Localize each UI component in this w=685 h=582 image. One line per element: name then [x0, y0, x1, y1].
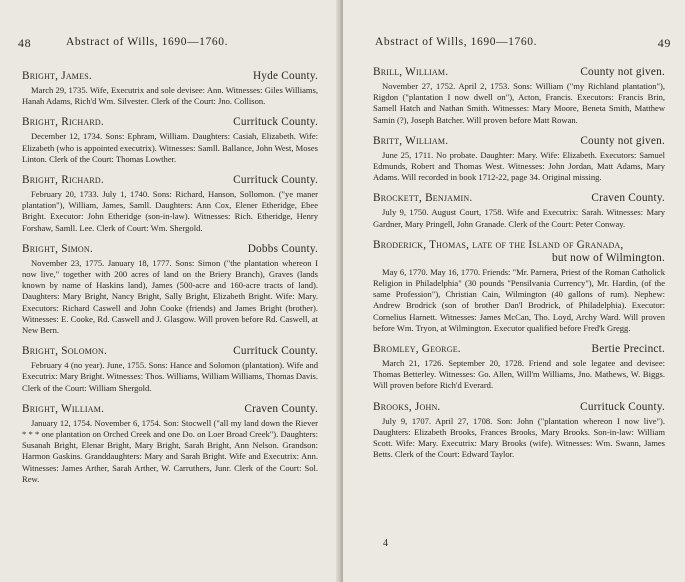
testator-name: Broderick, Thomas, late of the Island of Granada,: [373, 238, 624, 251]
will-entry: [373, 135, 665, 184]
county-label: Hyde County.: [252, 70, 318, 82]
testator-name: Bromley, George.: [373, 343, 461, 356]
will-abstract: February 20, 1733. July 1, 1740. Sons: Richard, Hanson, Sollomon. ("ye maner plantation"), William, James, Samll. Daughters: Ann Cox, Elener Etheridge, Ebee Bright. Executor: John Etheridge (son-in-law). Witnesses: Rich. Etheridge, Henry Forshaw, Samll. Lee. Clerk of Court: Wm. Shergold.: [22, 189, 318, 233]
testator-name: Brill, William.: [373, 66, 449, 78]
county-label: County not given.: [580, 134, 665, 147]
will-abstract: May 6, 1770. May 16, 1770. Friends: "Mr. Parnera, Priest of the Roman Catholick Religion in Philadelphia" (30 pounds "Pensilvania Currency"), Mr. Hardin, (of the same Profession"), Christian Cain, Wilmington (40 gallons of rum). Nephew: Andrew Brodrick (son of brother Dan'l Brodrick, of Philadelphia). Executor: Cornelius Harnett. Witnesses: James McCan, Tho. Loyd, Archy Ward. Will proven before Wm. Tryon, at Wilmington. Executor qualified before Fred'k Gregg.: [373, 266, 665, 333]
testator-name: Bright, Simon.: [22, 242, 93, 255]
county-label: Currituck County.: [580, 400, 665, 413]
left-running-title: Abstract of Wills, 1690—1760.: [66, 36, 229, 48]
will-entry: [22, 116, 318, 165]
county-label: County not given.: [580, 66, 665, 78]
testator-name: Bright, Richard.: [22, 116, 104, 129]
will-abstract: July 9, 1707. April 27, 1708. Son: John ("plantation whereon I now live"). Daughters: Elizabeth Brooks, Frances Brooks, Mary Brooks. Son-in-law: William Scott. Wife: Mary. Executrix: Mary Brooks (wife). Witnesses: Wm. Swann, James Betts. Clerk of the Court: Edward Taylor.: [373, 415, 665, 460]
will-entry: [22, 174, 318, 234]
testator-name: Bright, James.: [22, 70, 92, 82]
will-abstract: December 12, 1734. Sons: Ephram, William. Daughters: Casiah, Elizabeth. Wife: Elizabeth (who is appointed executrix). Witnesses: Samll. Ballance, John West, Moses Linton. Clerk of the Court: Thomas Lowther.: [22, 131, 318, 164]
left-page: [0, 0, 341, 582]
will-entry: [22, 243, 318, 336]
testator-name: Brockett, Benjamin.: [373, 192, 473, 205]
testator-name: Bright, Solomon.: [22, 345, 108, 358]
will-abstract: November 23, 1775. January 18, 1777. Sons: Simon ("the plantation whereon I now live," together with 200 acres of land on the Briery Branch), Graves (lands known by name of Haskins land), James (500-acre and 160-acre tracts of land). Daughters: Mary Bright, Nancy Bright, Sally Bright, Elizabeth Bright. Wife: Mary. Executors: Richard Caswell and John Cooke (friends) and James Bright (brother). Witnesses: E. Cooke, Rd. Caswell and J. Glasgow. Will proven before Rd. Caswell, at New Bern.: [22, 257, 318, 336]
left-entries: [22, 70, 318, 494]
testator-name: Bright, Richard.: [22, 174, 104, 187]
testator-name: Bright, William.: [22, 402, 105, 415]
will-entry: [22, 70, 318, 107]
will-entry: [22, 345, 318, 394]
county-label: Bertie Precinct.: [591, 343, 665, 356]
county-label: Currituck County.: [233, 116, 318, 129]
will-entry: [373, 401, 665, 461]
right-entries: [373, 66, 665, 469]
will-abstract: November 27, 1752. April 2, 1753. Sons: William ("my Richland plantation"), Rigdon ("plantation I now dwell on"), Acton, Francis. Executors: Francis Brin, Samell Hatch and Nathan Smith. Witnesses: Mary Moore, Beneta Smith, Matthew Samin (?), Joseph Batcher. Will proven before Matt Rowan.: [373, 81, 665, 125]
will-abstract: March 29, 1735. Wife, Executrix and sole devisee: Ann. Witnesses: Giles Williams, Hanah Adams, Rich'd Wm. Silvester. Clerk of the Court: Jno. Collison.: [22, 85, 318, 107]
county-label: but now of Wilmington.: [552, 251, 665, 264]
county-label: Currituck County.: [233, 174, 318, 187]
will-entry: [373, 343, 665, 392]
right-page-number: 49: [657, 36, 671, 50]
will-entry: [373, 192, 665, 229]
county-label: Craven County.: [591, 192, 665, 205]
signature-mark: 4: [383, 538, 388, 549]
will-entry: [22, 403, 318, 485]
right-running-title: Abstract of Wills, 1690—1760.: [375, 36, 538, 48]
will-abstract: March 21, 1726. September 20, 1728. Friend and sole legatee and devisee: Thomas Betterley. Witnesses: Go. Allen, Will'm Williams, Jno. Mathews, W. Biggs. Will proven before Rich'd Everard.: [373, 358, 665, 391]
right-page: [343, 0, 685, 582]
county-label: Dobbs County.: [247, 242, 318, 255]
will-entry: [373, 239, 665, 334]
testator-name: Britt, William.: [373, 134, 449, 147]
testator-name: Brooks, John.: [373, 400, 441, 413]
will-abstract: January 12, 1754. November 6, 1754. Son: Stocwell ("all my land down the Riever * * * one plantation on Orched Creek and one Do. on Loer Broad Creek"). Daughters: Susanah Bright, Elenar Bright, Mary Bright, Sarah Bright, Ann Nelson. Grandson: Harmon Gaskins. Granddaughters: Mary and Sarah Bright. Wife and Executrix: Ann. Witnesses: James Arther, Sarah Arther, W. Carruthers, Junr. Clerk of the Court: Sol. Rew.: [22, 417, 318, 484]
county-label: Currituck County.: [233, 345, 318, 358]
left-page-number: 48: [18, 36, 32, 50]
will-abstract: February 4 (no year). June, 1755. Sons: Hance and Solomon (plantation). Wife and Executrix: Mary Bright. Witnesses: Thos. Williams, William Williams, Thomas Davis. Clerk of the Court: William Shergold.: [22, 360, 318, 393]
will-abstract: July 9, 1750. August Court, 1758. Wife and Executrix: Sarah. Witnesses: Mary Gardner, Mary Pringell, John Granade. Clerk of the Court: Peter Conway.: [373, 207, 665, 229]
will-entry: [373, 66, 665, 126]
county-label: Craven County.: [244, 402, 318, 415]
will-abstract: June 25, 1711. No probate. Daughter: Mary. Wife: Elizabeth. Executors: Samuel Edmunds, Robert and Thomas West. Witnesses: John Jordan, Matt Adams, Mary Adams. Will recorded in book 1712-22, page 34. Original missing.: [373, 149, 665, 183]
